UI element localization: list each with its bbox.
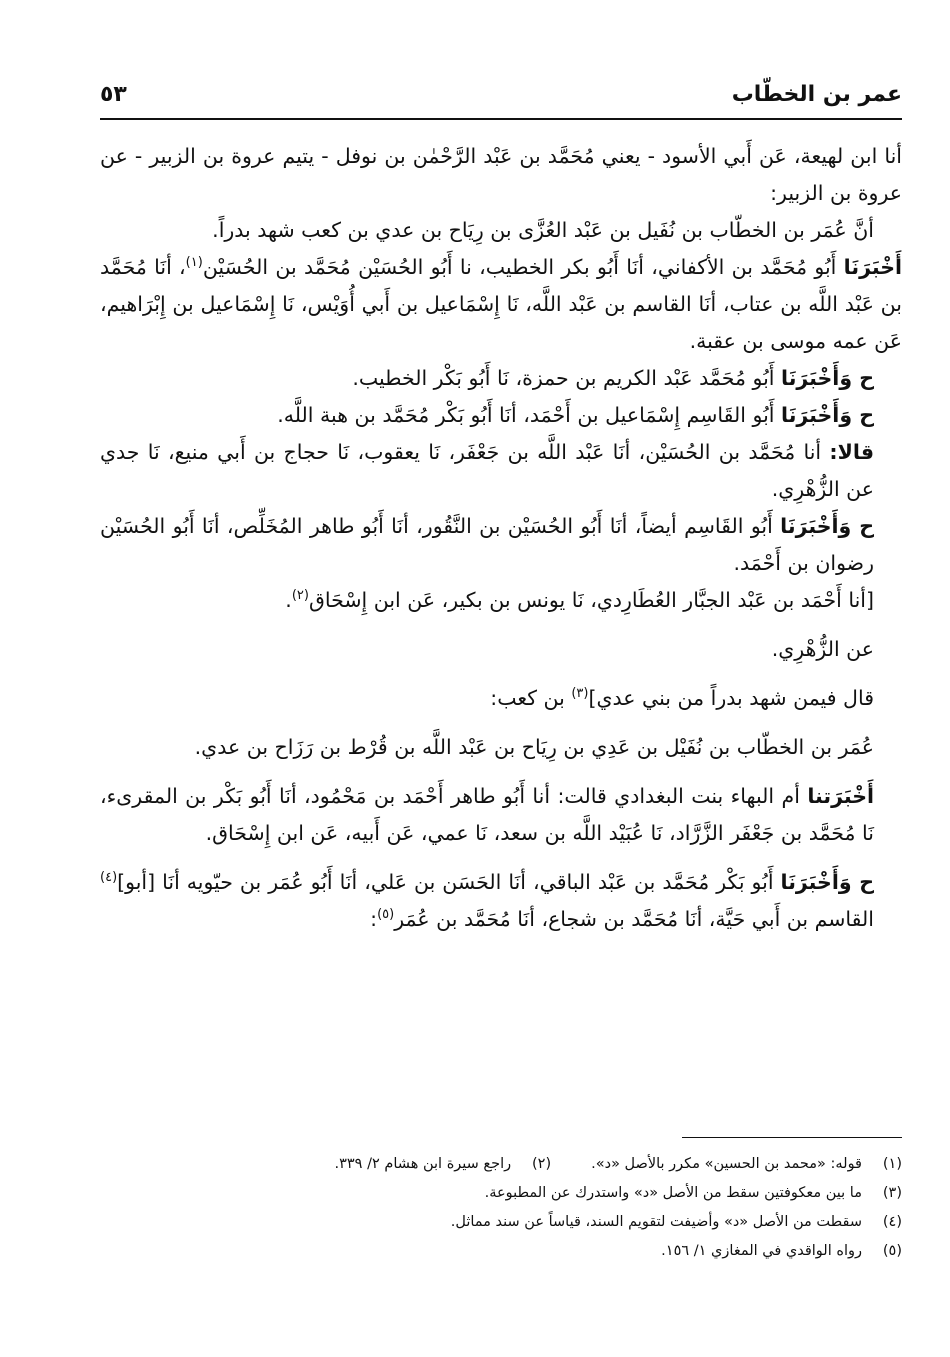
paragraph-10: قال فيمن شهد بدراً من بني عدي]$^{(٣)}$ بن كعب: — [490, 686, 874, 710]
paragraph-1: أنا ابن لهيعة، عَن أَبي الأسود - يعني مُحَمَّد بن عَبْد الرَّحْمٰن بن نوفل - يتيم عروة بن الزبير - عن عروة بن الزبير: — [100, 144, 902, 205]
paragraph-4: ح وَأَخْبَرَنَا أَبُو مُحَمَّد عَبْد الكريم بن حمزة، نَا أَبُو بَكْر الخطيب. — [352, 366, 874, 390]
paragraph-7: ح وَأَخْبَرَنَا أَبُو القَاسِم أيضاً، أنَا أَبُو الحُسَيْن بن النَّقُور، أنَا أَبُو طاهر المُخَلِّص، أنَا أَبُو الحُسَيْن رضوان بن أَحْمَد. — [100, 514, 874, 575]
isnad-keyword: أَخْبَرَنَا — [843, 255, 902, 279]
paragraph-9: عن الزُّهْرِي. — [771, 637, 874, 661]
paragraph-13: ح وَأَخْبَرَنَا أَبُو بَكْر مُحَمَّد بن عَبْد الباقي، أنَا الحَسَن بن عَلي، أنَا أَبُو عُمَر بن حيّويه أنَا [أبو]$^{(٤)}$ القاسم بن أَبي حَيَّة، أنَا مُحَمَّد بن شجاع، أنَا مُحَمَّد بن عُمَر$^{(٥)}$: — [100, 870, 874, 931]
footnote-ref-1: (١) — [185, 255, 203, 271]
footnote-ref-2: (٢) — [291, 588, 309, 604]
isnad-keyword: ح وَأَخْبَرَنَا — [781, 366, 874, 390]
main-text — [100, 138, 902, 938]
paragraph-8: [أنا أَحْمَد بن عَبْد الجبَّار العُطَارِدي، نَا يونس بن بكير، عَن ابن إِسْحَاق$^{(٢)}$. — [285, 588, 874, 612]
paragraph-12: أَخْبَرَتنا أم البهاء بنت البغدادي قالت: أنا أَبُو طاهر أَحْمَد بن مَحْمُود، أنَا أَبُو بَكْر بن المقرىء، نَا مُحَمَّد بن جَعْفَر الزَّرَّاد، نَا عُبَيْد اللَّه بن سعد، نَا عمي، عَن أَبيه، عَن ابن إِسْحَاق. — [100, 784, 874, 845]
isnad-keyword: ح وَأَخْبَرَنَا — [780, 870, 874, 894]
footnote-3: (٣)ما بين معكوفتين سقط من الأصل «د» واستدرك عن المطبوعة. — [484, 1185, 902, 1201]
footnote-divider — [682, 1137, 902, 1138]
running-title: عمر بن الخطّاب — [731, 82, 902, 107]
footnote-ref-4: (٤) — [100, 870, 118, 886]
paragraph-11: عُمَر بن الخطّاب بن نُفَيْل بن عَدِي بن رِيَاح بن عَبْد اللَّه بن قُرْط بن رَزَاح بن عدي. — [194, 735, 874, 759]
paragraph-3: أَخْبَرَنَا أَبُو مُحَمَّد بن الأكفاني، أنَا أَبُو بكر الخطيب، نا أَبُو الحُسَيْن مُحَمَّد بن الحُسَيْن$^{(١)}$، أنَا مُحَمَّد بن عَبْد اللَّه بن عتاب، أنَا القاسم بن عَبْد اللَّه، نَا إِسْمَاعيل بن أَبي أُوَيْس، نَا إِسْمَاعيل بن إِبْرَاهيم، عَن عمه موسى بن عقبة. — [100, 255, 902, 353]
footnote-ref-3: (٣) — [571, 686, 589, 702]
paragraph-2: أنَّ عُمَر بن الخطّاب بن نُفَيل بن عَبْد العُزَّى بن رِيَاح بن عدي بن كعب شهد بدراً. — [212, 218, 874, 242]
footnote-ref-5: (٥) — [377, 907, 395, 923]
paragraph-6: قالا: أنا مُحَمَّد بن الحُسَيْن، أنَا عَبْد اللَّه بن جَعْفَر، نَا يعقوب، نَا حجاج بن أَبي منيع، نَا جدي عن الزُّهْرِي. — [100, 440, 874, 501]
footnote-5: (٥)رواه الواقدي في المغازي ١/ ١٥٦. — [661, 1243, 902, 1259]
footnotes — [100, 1150, 902, 1266]
paragraph-5: ح وَأَخْبَرَنَا أَبُو القَاسِم إِسْمَاعيل بن أَحْمَد، أنَا أَبُو بَكْر مُحَمَّد بن هبة اللَّه. — [277, 403, 874, 427]
footnote-1-2: (١)قوله: «محمد بن الحسين» مكرر بالأصل «د».(٢)راجع سيرة ابن هشام ٢/ ٣٣٩. — [334, 1156, 902, 1172]
isnad-keyword: ح وَأَخْبَرَنَا — [781, 403, 874, 427]
page-number: ٥٣ — [100, 82, 127, 107]
isnad-keyword: ح وَأَخْبَرَنَا — [780, 514, 874, 538]
footnote-4: (٤)سقطت من الأصل «د» وأضيفت لتقويم السند، قياساً عن سند مماثل. — [450, 1214, 902, 1230]
isnad-keyword: قالا: — [829, 440, 874, 464]
page-header — [100, 78, 902, 120]
isnad-keyword: أَخْبَرَتنا — [807, 784, 874, 808]
